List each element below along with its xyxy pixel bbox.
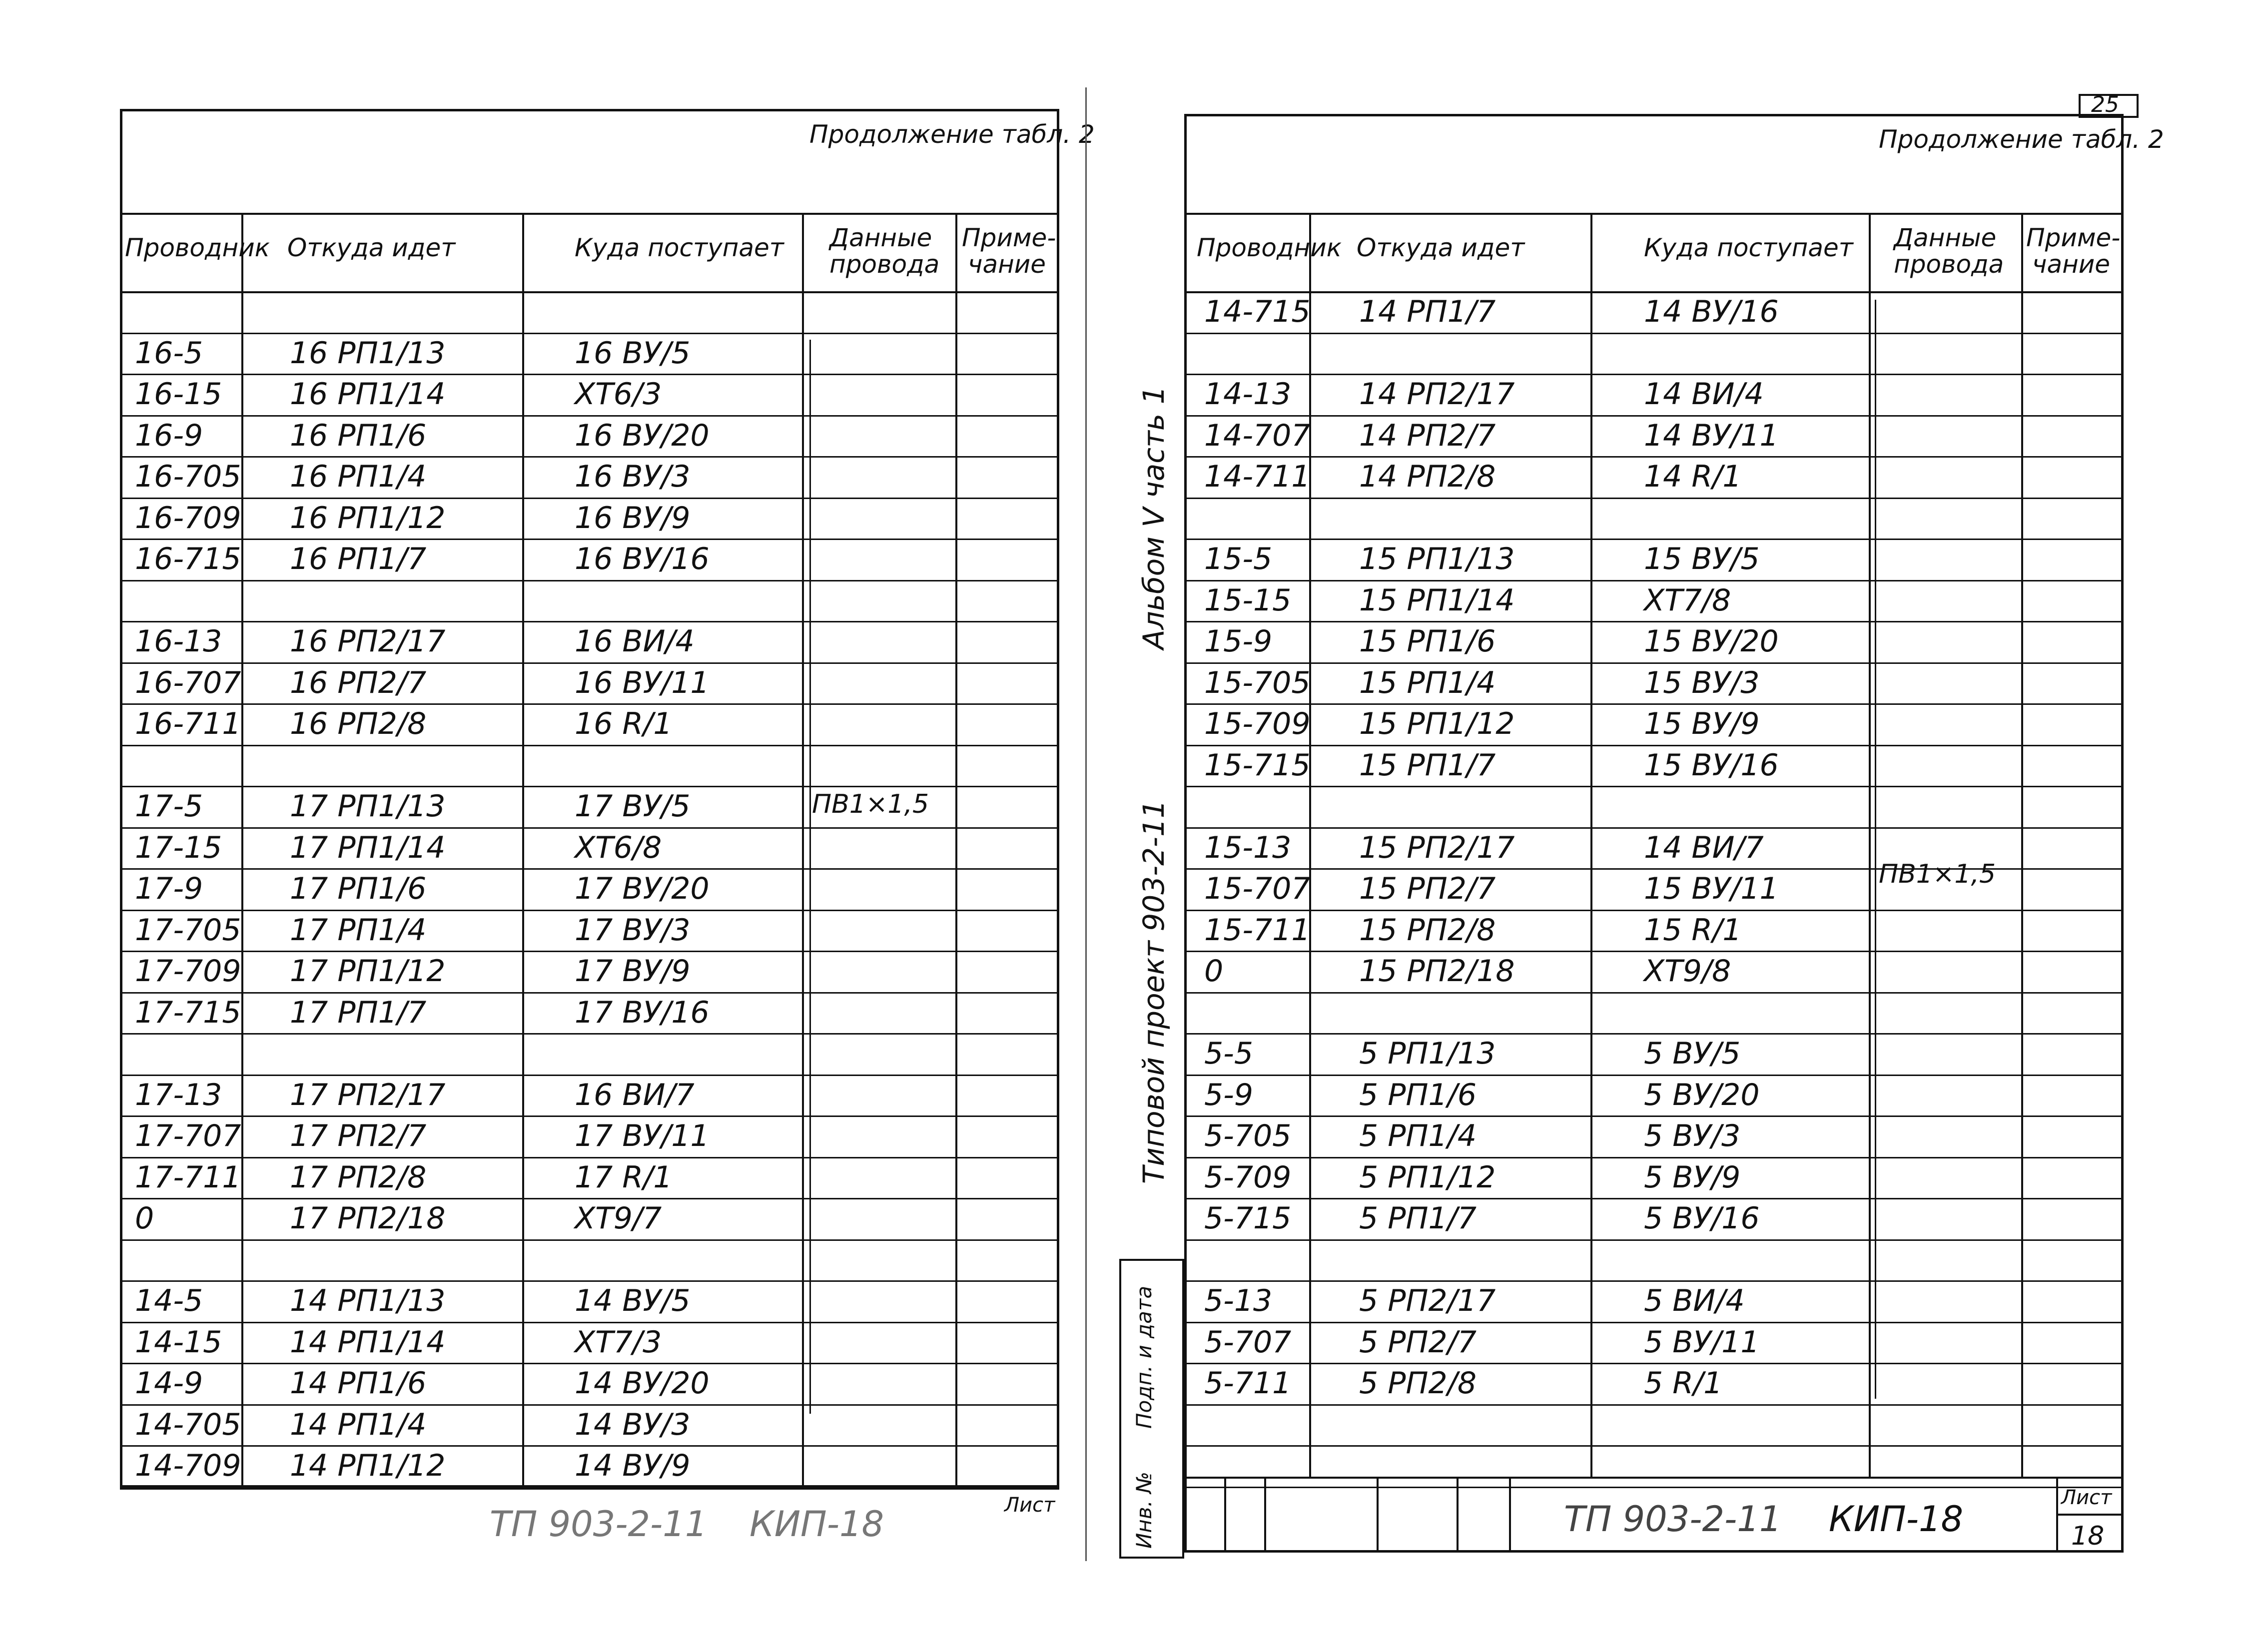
to-cell: 17 ВУ/5 [575,789,691,824]
conductor-cell: 17-705 [135,912,241,948]
conductor-cell: 14-705 [135,1407,241,1442]
from-cell: 17 РП2/8 [290,1159,427,1195]
to-cell: 15 ВУ/20 [1644,624,1779,659]
to-cell: 14 ВУ/9 [575,1448,691,1483]
page-fold-line [1085,87,1087,1561]
table-row-line [1184,333,2124,334]
page-number: 25 [2091,92,2119,117]
left-col-header-wire-data [829,223,940,279]
left-continuation-label: Продолжение табл. 2 [809,120,1095,149]
conductor-cell: 0 [135,1201,154,1236]
to-cell: 16 ВУ/9 [575,500,691,536]
left-stamp-line [120,1488,1059,1490]
conductor-cell: 5-705 [1204,1118,1292,1153]
table-row-line [120,1075,1059,1076]
to-cell: 15 ВУ/16 [1644,747,1779,783]
table-row-line [120,1157,1059,1158]
table-row-line [1184,621,2124,622]
conductor-cell: 5-9 [1204,1077,1253,1112]
left-wire-bracket [809,340,811,1414]
table-row-line [120,1239,1059,1241]
margin-signature-label: Подп. и дата [1132,1285,1156,1429]
from-cell: 5 РП1/12 [1359,1159,1496,1195]
to-cell: ХТ6/8 [575,830,662,865]
to-cell: 16 ВИ/7 [575,1077,695,1112]
conductor-cell: 15-711 [1204,912,1311,948]
right-col-sep-4 [2021,213,2023,1477]
from-cell: 14 РП1/6 [290,1366,427,1401]
conductor-cell: 5-709 [1204,1159,1292,1195]
from-cell: 16 РП1/6 [290,418,427,453]
table-row-line [1184,1363,2124,1364]
to-cell: 5 ВУ/5 [1644,1036,1741,1071]
from-cell: 17 РП2/17 [290,1077,446,1112]
to-cell: 14 R/1 [1644,459,1742,494]
from-cell: 14 РП1/12 [290,1448,446,1483]
left-col-sep-2 [522,213,524,1488]
table-row-line [120,539,1059,540]
table-row-line [120,662,1059,664]
right-col-header-wire-data [1894,223,2004,279]
right-col-header-from: Откуда идет [1357,233,1525,262]
to-cell: 5 ВУ/11 [1644,1324,1760,1360]
to-cell: ХТ7/8 [1644,582,1731,618]
conductor-cell: 16-707 [135,665,241,700]
from-cell: 17 РП1/6 [290,871,427,906]
from-cell: 15 РП2/18 [1359,954,1515,989]
right-sheet-label: Лист [2061,1486,2112,1509]
table-row-line [1184,498,2124,499]
table-row-line [1184,1445,2124,1447]
table-row-line [1184,456,2124,458]
to-cell: 15 ВУ/5 [1644,542,1760,576]
left-stamp-code: ТП 903-2-11 [490,1504,708,1545]
to-cell: 17 ВУ/9 [575,954,691,989]
right-continuation-label: Продолжение табл. 2 [1879,125,2164,154]
from-cell: 5 РП1/6 [1359,1077,1477,1112]
to-cell: 14 ВУ/20 [575,1366,710,1401]
right-col-sep-2 [1590,213,1592,1477]
conductor-cell: 15-707 [1204,871,1311,906]
table-row-line [120,1280,1059,1282]
from-cell: 5 РП2/7 [1359,1324,1477,1360]
from-cell: 15 РП1/13 [1359,542,1515,576]
conductor-cell: 14-13 [1204,377,1292,412]
conductor-cell: 17-711 [135,1159,241,1195]
right-stamp-sep-b [1264,1477,1266,1553]
margin-inventory-label: Инв. № [1132,1471,1156,1549]
to-cell: 14 ВИ/4 [1644,377,1764,412]
table-row-line [120,703,1059,705]
table-row-line [1184,580,2124,581]
conductor-cell: 5-5 [1204,1036,1253,1071]
table-row-line [120,827,1059,829]
table-row-line [120,415,1059,417]
table-row-line [1184,1033,2124,1035]
right-sheet-number: 18 [2071,1521,2105,1551]
left-header-bottom-line [120,291,1059,293]
conductor-cell: 14-5 [135,1283,203,1318]
right-col-header-note-text: Приме-чание [2026,223,2121,279]
right-col-header-to: Куда поступает [1644,233,1853,262]
table-row-line [1184,415,2124,417]
conductor-cell: 16-9 [135,418,203,453]
table-row-line [1184,1239,2124,1241]
table-row-line [1184,1115,2124,1117]
left-col-header-note-text: Приме-чание [962,223,1056,279]
right-stamp-sep-a [1224,1477,1226,1553]
table-row-line [120,868,1059,870]
table-row-line [1184,786,2124,787]
conductor-cell: 16-711 [135,706,241,741]
right-col-sep-3 [1869,213,1871,1477]
to-cell: 17 ВУ/11 [575,1118,710,1153]
from-cell: 15 РП2/7 [1359,871,1496,906]
conductor-cell: 15-5 [1204,542,1273,576]
right-col-header-note [2026,223,2121,279]
table-row-line [120,1198,1059,1199]
right-sheet-box-line [2056,1514,2124,1516]
table-row-line [1184,1198,2124,1199]
to-cell: 15 ВУ/9 [1644,706,1760,741]
from-cell: 5 РП2/17 [1359,1283,1496,1318]
from-cell: 5 РП1/4 [1359,1118,1477,1153]
conductor-cell: 5-715 [1204,1201,1292,1236]
table-row-line [1184,1075,2124,1076]
from-cell: 16 РП2/8 [290,706,427,741]
table-row-line [120,333,1059,334]
to-cell: 5 ВУ/3 [1644,1118,1741,1153]
from-cell: 16 РП2/7 [290,665,427,700]
table-row-line [1184,374,2124,375]
conductor-cell: 16-13 [135,624,222,659]
conductor-cell: 15-709 [1204,706,1311,741]
conductor-cell: 14-715 [1204,294,1311,329]
table-row-line [1184,662,2124,664]
from-cell: 15 РП2/8 [1359,912,1496,948]
from-cell: 15 РП1/12 [1359,706,1515,741]
left-sheet-label: Лист [1004,1494,1055,1517]
conductor-cell: 15-715 [1204,747,1311,783]
conductor-cell: 14-9 [135,1366,203,1401]
to-cell: 14 ВУ/11 [1644,418,1779,453]
from-cell: 16 РП1/13 [290,335,446,371]
left-wire-data-value: ПВ1×1,5 [812,789,929,819]
left-col-header-conductor: Проводник [125,233,270,262]
conductor-cell: 15-705 [1204,665,1311,700]
to-cell: 15 ВУ/11 [1644,871,1779,906]
table-row-line [1184,1280,2124,1282]
left-col-header-from: Откуда идет [287,233,456,262]
conductor-cell: 15-9 [1204,624,1273,659]
from-cell: 14 РП2/8 [1359,459,1496,494]
conductor-cell: 0 [1204,954,1224,989]
from-cell: 14 РП1/14 [290,1324,446,1360]
to-cell: 14 ВУ/3 [575,1407,691,1442]
right-header-bottom-line [1184,291,2124,293]
to-cell: 5 ВИ/4 [1644,1283,1745,1318]
table-row-line [120,951,1059,952]
from-cell: 5 РП1/13 [1359,1036,1496,1071]
left-col-header-wire-data-text: Данные провода [829,223,940,279]
right-stamp-sep-e [1509,1477,1511,1553]
to-cell: 5 ВУ/9 [1644,1159,1741,1195]
to-cell: ХТ9/8 [1644,954,1731,989]
to-cell: 16 ВИ/4 [575,624,695,659]
table-row-line [1184,827,2124,829]
conductor-cell: 17-715 [135,995,241,1030]
conductor-cell: 15-15 [1204,582,1292,618]
table-row-line [1184,951,2124,952]
from-cell: 14 РП1/13 [290,1283,446,1318]
to-cell: 17 ВУ/16 [575,995,710,1030]
to-cell: 14 ВИ/7 [1644,830,1764,865]
from-cell: 17 РП1/4 [290,912,427,948]
conductor-cell: 16-5 [135,335,203,371]
from-cell: 15 РП1/6 [1359,624,1496,659]
right-stamp-doc: КИП-18 [1829,1499,1964,1540]
conductor-cell: 16-715 [135,542,241,576]
to-cell: 17 ВУ/3 [575,912,691,948]
to-cell: 16 R/1 [575,706,673,741]
conductor-cell: 5-13 [1204,1283,1273,1318]
left-stamp-doc: КИП-18 [749,1504,884,1545]
to-cell: 16 ВУ/20 [575,418,710,453]
right-col-header-conductor: Проводник [1197,233,1342,262]
right-wire-bracket [1875,300,1876,1399]
right-header-top-line [1184,213,2124,215]
table-row-line [120,1404,1059,1406]
to-cell: 16 ВУ/5 [575,335,691,371]
from-cell: 17 РП1/12 [290,954,446,989]
table-row-line [1184,1322,2124,1323]
to-cell: 14 ВУ/5 [575,1283,691,1318]
from-cell: 17 РП1/7 [290,995,427,1030]
right-stamp-sep-d [1457,1477,1459,1553]
to-cell: 5 ВУ/16 [1644,1201,1760,1236]
from-cell: 15 РП1/14 [1359,582,1515,618]
left-col-header-note [962,223,1056,279]
right-stamp-sep-c [1377,1477,1379,1553]
conductor-cell: 17-709 [135,954,241,989]
table-row-line [120,374,1059,375]
table-row-line [1184,745,2124,746]
left-col-sep-4 [955,213,957,1488]
table-row-line [120,1322,1059,1323]
from-cell: 15 РП1/7 [1359,747,1496,783]
to-cell: 17 R/1 [575,1159,673,1195]
from-cell: 16 РП2/17 [290,624,446,659]
conductor-cell: 16-15 [135,377,222,412]
conductor-cell: 16-709 [135,500,241,536]
from-cell: 17 РП2/7 [290,1118,427,1153]
from-cell: 16 РП1/7 [290,542,427,576]
left-col-sep-1 [241,213,243,1488]
from-cell: 14 РП2/17 [1359,377,1515,412]
table-row-line [120,498,1059,499]
from-cell: 5 РП2/8 [1359,1366,1477,1401]
left-header-top-line [120,213,1059,215]
conductor-cell: 17-9 [135,871,203,906]
from-cell: 17 РП2/18 [290,1201,446,1236]
from-cell: 16 РП1/4 [290,459,427,494]
to-cell: ХТ9/7 [575,1201,662,1236]
table-row-line [1184,1404,2124,1406]
to-cell: 15 R/1 [1644,912,1742,948]
margin-album-label: Альбом V часть 1 [1137,386,1171,649]
from-cell: 5 РП1/7 [1359,1201,1477,1236]
to-cell: 14 ВУ/16 [1644,294,1779,329]
from-cell: 16 РП1/14 [290,377,446,412]
left-col-sep-3 [802,213,804,1488]
conductor-cell: 14-15 [135,1324,222,1360]
from-cell: 14 РП2/7 [1359,418,1496,453]
conductor-cell: 17-5 [135,789,203,824]
conductor-cell: 14-711 [1204,459,1311,494]
from-cell: 17 РП1/14 [290,830,446,865]
from-cell: 14 РП1/4 [290,1407,427,1442]
left-col-header-to: Куда поступает [575,233,784,262]
right-stamp-line [1184,1477,2124,1479]
table-row-line [1184,992,2124,994]
table-row-line [1184,703,2124,705]
to-cell: ХТ7/3 [575,1324,662,1360]
conductor-cell: 15-13 [1204,830,1292,865]
table-row-line [120,745,1059,746]
table-row-line [120,1445,1059,1447]
from-cell: 17 РП1/13 [290,789,446,824]
right-stamp-code: ТП 903-2-11 [1564,1499,1782,1540]
from-cell: 15 РП1/4 [1359,665,1496,700]
from-cell: 16 РП1/12 [290,500,446,536]
right-wire-data-value: ПВ1×1,5 [1879,859,1996,889]
conductor-cell: 14-707 [1204,418,1311,453]
conductor-cell: 5-707 [1204,1324,1292,1360]
table-row-line [120,621,1059,622]
conductor-cell: 17-15 [135,830,222,865]
table-row-line [120,992,1059,994]
table-row-line [120,1115,1059,1117]
table-row-line [120,786,1059,787]
table-row-line [120,580,1059,581]
right-col-header-wire-data-text: Данные провода [1894,223,2004,279]
to-cell: 5 R/1 [1644,1366,1723,1401]
margin-project-label: Типовой проект 903-2-11 [1137,800,1171,1184]
table-row-line [120,456,1059,458]
conductor-cell: 14-709 [135,1448,241,1483]
to-cell: 15 ВУ/3 [1644,665,1760,700]
to-cell: 17 ВУ/20 [575,871,710,906]
right-col-sep-1 [1309,213,1311,1477]
conductor-cell: 17-707 [135,1118,241,1153]
table-row-line [120,1033,1059,1035]
table-row-line [1184,539,2124,540]
table-row-line [1184,1157,2124,1158]
table-row-line [1184,1487,2124,1488]
conductor-cell: 5-711 [1204,1366,1292,1401]
table-row-line [120,1363,1059,1364]
conductor-cell: 17-13 [135,1077,222,1112]
to-cell: 5 ВУ/20 [1644,1077,1760,1112]
to-cell: ХТ6/3 [575,377,662,412]
to-cell: 16 ВУ/3 [575,459,691,494]
conductor-cell: 16-705 [135,459,241,494]
to-cell: 16 ВУ/11 [575,665,710,700]
to-cell: 16 ВУ/16 [575,542,710,576]
table-row-line [1184,910,2124,911]
table-row-line [120,910,1059,911]
from-cell: 14 РП1/7 [1359,294,1496,329]
from-cell: 15 РП2/17 [1359,830,1515,865]
